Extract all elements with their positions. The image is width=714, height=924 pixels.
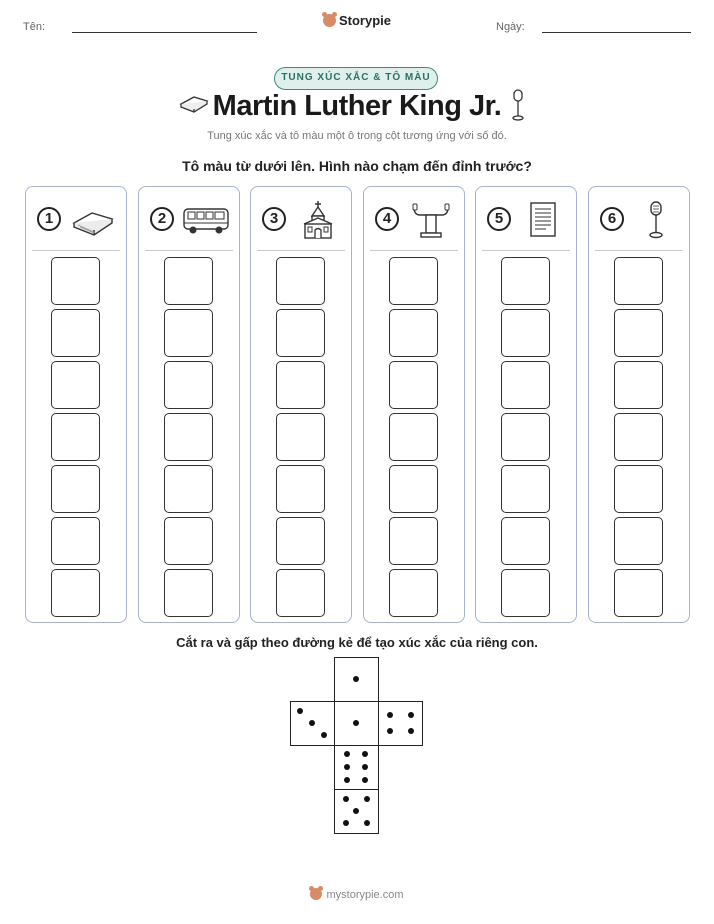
coloring-cell[interactable] [164,413,213,461]
dice-pip [362,751,368,757]
coloring-cell[interactable] [51,569,100,617]
coloring-cell[interactable] [501,517,550,565]
coloring-cell[interactable] [276,465,325,513]
dice-pip [344,777,350,783]
coloring-cell[interactable] [501,569,550,617]
coloring-cell[interactable] [164,361,213,409]
coloring-cell[interactable] [501,257,550,305]
date-line[interactable] [542,32,691,33]
coloring-cell[interactable] [276,413,325,461]
dice-face-6 [334,745,379,790]
coloring-cell[interactable] [389,517,438,565]
coloring-cell[interactable] [501,361,550,409]
dice-pip [344,764,350,770]
dice-face-1 [334,657,379,702]
dice-pip [362,764,368,770]
coloring-cell[interactable] [614,309,663,357]
coloring-cell[interactable] [276,257,325,305]
brand-name: Storypie [338,13,391,28]
column-6 [588,186,690,623]
column-number: 1 [37,207,61,231]
dice-pip [297,708,303,714]
coloring-cell[interactable] [614,569,663,617]
coloring-cell[interactable] [276,517,325,565]
dice-pip [408,728,414,734]
column-divider [370,250,458,251]
subtitle: Tung xúc xắc và tô màu một ô trong cột tương ứng với số đó. [207,130,507,142]
instruction: Tô màu từ dưới lên. Hình nào chạm đến đỉnh trước? [182,158,532,174]
dice-pip [364,820,370,826]
dice-pip [387,728,393,734]
column-number: 5 [487,207,511,231]
coloring-cell[interactable] [51,465,100,513]
coloring-cell[interactable] [389,361,438,409]
brand-logo [0,13,714,28]
dice-pip [364,796,370,802]
coloring-cell[interactable] [164,569,213,617]
coloring-cell[interactable] [389,309,438,357]
column-divider [257,250,345,251]
coloring-cell[interactable] [614,413,663,461]
dice-face-5 [334,789,379,834]
coloring-cell[interactable] [51,257,100,305]
dice-pip [353,720,359,726]
coloring-cell[interactable] [164,517,213,565]
dice-face-3 [290,701,335,746]
document-icon [518,199,568,239]
name-line[interactable] [72,32,257,33]
coloring-cell[interactable] [614,517,663,565]
cut-instruction: Cắt ra và gấp theo đường kẻ để tạo xúc xắc của riêng con. [176,635,538,650]
coloring-cell[interactable] [614,361,663,409]
bear-icon [310,888,322,900]
bus-icon [181,199,231,239]
coloring-cell[interactable] [51,361,100,409]
coloring-cell[interactable] [389,465,438,513]
book-icon [68,199,118,239]
dice-pip [309,720,315,726]
activity-badge: TUNG XÚC XẮC & TÔ MÀU [274,67,438,90]
coloring-cell[interactable] [614,465,663,513]
dice-pip [343,796,349,802]
page-title: Martin Luther King Jr. [212,90,502,122]
footer-url: mystorypie.com [326,889,404,901]
coloring-cell[interactable] [51,517,100,565]
column-2 [138,186,240,623]
coloring-cell[interactable] [389,569,438,617]
coloring-cell[interactable] [389,413,438,461]
column-5 [475,186,577,623]
column-3 [250,186,352,623]
date-label: Ngày: [496,21,525,33]
column-divider [482,250,570,251]
dice-face-4 [378,701,423,746]
dice-pip [387,712,393,718]
dice-pip [321,732,327,738]
coloring-cell[interactable] [51,309,100,357]
column-number: 4 [375,207,399,231]
coloring-cell[interactable] [501,465,550,513]
coloring-cell[interactable] [389,257,438,305]
column-divider [595,250,683,251]
footer [0,888,714,901]
dice-pip [362,777,368,783]
column-divider [32,250,120,251]
name-label: Tên: [23,21,46,33]
coloring-cell[interactable] [614,257,663,305]
coloring-cell[interactable] [276,361,325,409]
dice-pip [343,820,349,826]
dice-pip [344,751,350,757]
dice-pip [353,808,359,814]
coloring-cell[interactable] [164,309,213,357]
microphone-icon [631,199,681,239]
microphone-icon [508,88,528,122]
coloring-cell[interactable] [276,569,325,617]
dice-pip [353,676,359,682]
coloring-cell[interactable] [164,257,213,305]
bear-icon [323,14,336,27]
dice-pip [408,712,414,718]
church-icon [293,199,343,239]
coloring-cell[interactable] [501,309,550,357]
coloring-cell[interactable] [276,309,325,357]
coloring-cell[interactable] [501,413,550,461]
column-1 [25,186,127,623]
column-number: 3 [262,207,286,231]
coloring-cell[interactable] [51,413,100,461]
podium-icon [406,199,456,239]
dice-face-1 [334,701,379,746]
column-4 [363,186,465,623]
column-number: 6 [600,207,624,231]
coloring-cell[interactable] [164,465,213,513]
column-number: 2 [150,207,174,231]
column-divider [145,250,233,251]
